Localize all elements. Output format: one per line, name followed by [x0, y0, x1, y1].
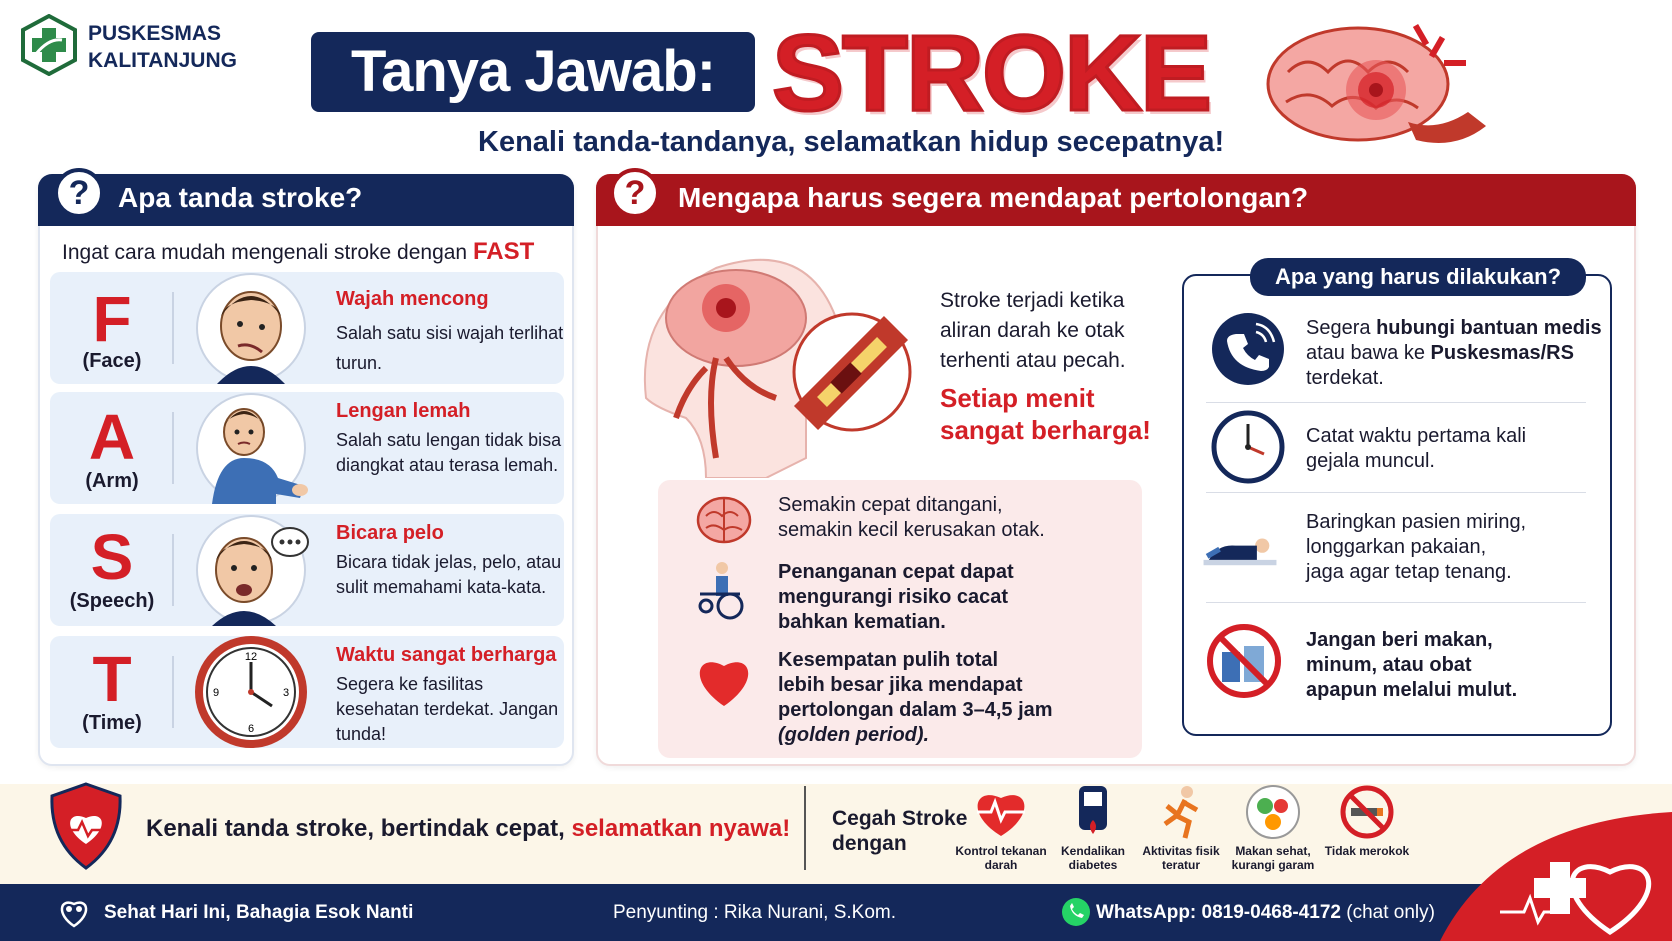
- head-artery-illustration: [626, 248, 918, 478]
- benefit-item: Semakin cepat ditangani, semakin kecil kerusakan otak.: [778, 494, 1045, 541]
- fast-letter: F: [92, 283, 132, 355]
- every-minute-callout: Setiap menit sangat berharga!: [940, 383, 1151, 445]
- fast-title: Waktu sangat berharga: [336, 644, 557, 666]
- why-panel-title: Mengapa harus segera mendapat pertolongan?: [678, 182, 1309, 213]
- whatsapp-icon: [1058, 896, 1094, 928]
- fast-desc: Bicara tidak jelas, pelo, atau sulit memahami kata-kata.: [336, 552, 562, 597]
- todo-heading: Apa yang harus dilakukan?: [1250, 258, 1586, 296]
- title-prefix: Tanya Jawab:: [311, 32, 755, 112]
- page-title: STROKE: [772, 12, 1211, 133]
- todo-item: Jangan beri makan, minum, atau obat apapun melalui mulut.: [1306, 629, 1518, 701]
- fast-title: Lengan lemah: [336, 400, 471, 422]
- divider: [1206, 492, 1586, 493]
- divider: [172, 656, 174, 728]
- divider: [804, 786, 806, 870]
- brain-stroke-icon: [1258, 12, 1508, 162]
- fast-letter: S: [90, 521, 134, 593]
- question-icon: ?: [54, 168, 104, 218]
- prevention-title: Cegah Stroke dengan: [832, 807, 968, 855]
- running-icon: [1151, 784, 1211, 840]
- svg-text:9: 9: [212, 687, 220, 699]
- prevention-item: Aktivitas fisik teratur: [1134, 784, 1228, 872]
- fast-word: (Time): [82, 712, 142, 734]
- fast-panel-title: Apa tanda stroke?: [118, 182, 363, 213]
- blood-pressure-icon: [971, 784, 1031, 840]
- prevention-item: Kontrol tekanan darah: [954, 784, 1048, 872]
- fast-word: (Face): [82, 350, 142, 372]
- fast-desc: Salah satu sisi wajah terlihat turun.: [336, 323, 564, 373]
- fast-title: Wajah mencong: [336, 288, 489, 310]
- divider: [1206, 602, 1586, 603]
- healthy-food-icon: [1243, 784, 1303, 840]
- no-food-icon: [1204, 622, 1284, 700]
- brain-icon: [692, 490, 756, 550]
- slurred-speech-icon: [192, 514, 310, 626]
- no-smoking-icon: [1337, 784, 1397, 840]
- fast-intro: Ingat cara mudah mengenali stroke dengan FAST: [62, 238, 535, 265]
- fast-desc: Segera ke fasilitas kesehatan terdekat. Jangan tunda!: [336, 674, 559, 744]
- fast-word: (Speech): [69, 590, 155, 612]
- question-icon: ?: [610, 168, 660, 218]
- fast-desc: Salah satu lengan tidak bisa diangkat atau terasa lemah.: [336, 430, 562, 475]
- prevention-item: Makan sehat, kurangi garam: [1226, 784, 1320, 872]
- subtitle: Kenali tanda-tandanya, selamatkan hidup secepatnya!: [478, 126, 1225, 158]
- divider: [172, 292, 174, 364]
- family-heart-icon: [56, 896, 92, 928]
- todo-item: Catat waktu pertama kali gejala muncul.: [1306, 425, 1527, 472]
- phone-icon: [1208, 310, 1288, 388]
- prevention-item: Tidak merokok: [1320, 784, 1414, 858]
- svg-text:3: 3: [282, 687, 290, 699]
- stroke-description: Stroke terjadi ketika aliran darah ke otak terhenti atau pecah.: [940, 289, 1126, 372]
- divider: [1206, 402, 1586, 403]
- benefit-item: Penanganan cepat dapat mengurangi risiko cacat bahkan kematian.: [778, 561, 1014, 633]
- medical-cross-heart-icon: [1440, 812, 1672, 941]
- benefit-item: Kesempatan pulih total lebih besar jika mendapat pertolongan dalam 3–4,5 jam (golden period).: [778, 649, 1053, 746]
- shield-heart-icon: [48, 782, 124, 870]
- svg-text:6: 6: [247, 723, 255, 735]
- puskesmas-logo: [20, 14, 78, 76]
- fast-letter: A: [88, 401, 136, 473]
- divider: [172, 534, 174, 606]
- clock-icon: [192, 636, 310, 748]
- drooping-face-icon: [192, 272, 310, 384]
- todo-item: Segera hubungi bantuan medis atau bawa ke Puskesmas/RS terdekat.: [1306, 317, 1602, 389]
- footer-editor: Penyunting : Rika Nurani, S.Kom.: [613, 902, 897, 923]
- fast-word: (Arm): [85, 470, 139, 492]
- glucose-meter-icon: [1063, 784, 1123, 840]
- heart-icon: [692, 650, 756, 710]
- recovery-position-icon: [1200, 512, 1280, 590]
- org-name: PUSKESMAS KALITANJUNG: [88, 22, 237, 72]
- footer-whatsapp: WhatsApp: 0819-0468-4172 (chat only): [1096, 902, 1435, 923]
- weak-arm-icon: [192, 392, 310, 504]
- prevention-item: Kendalikan diabetes: [1046, 784, 1140, 872]
- key-message: Kenali tanda stroke, bertindak cepat, selamatkan nyawa!: [146, 815, 791, 842]
- fast-letter: T: [92, 643, 132, 715]
- svg-text:12: 12: [244, 651, 258, 663]
- todo-item: Baringkan pasien miring, longgarkan pakaian, jaga agar tetap tenang.: [1306, 511, 1527, 583]
- footer-tagline: Sehat Hari Ini, Bahagia Esok Nanti: [104, 902, 414, 923]
- fast-title: Bicara pelo: [336, 522, 444, 544]
- divider: [172, 412, 174, 484]
- clock-icon: [1208, 408, 1288, 486]
- wheelchair-icon: [692, 560, 756, 620]
